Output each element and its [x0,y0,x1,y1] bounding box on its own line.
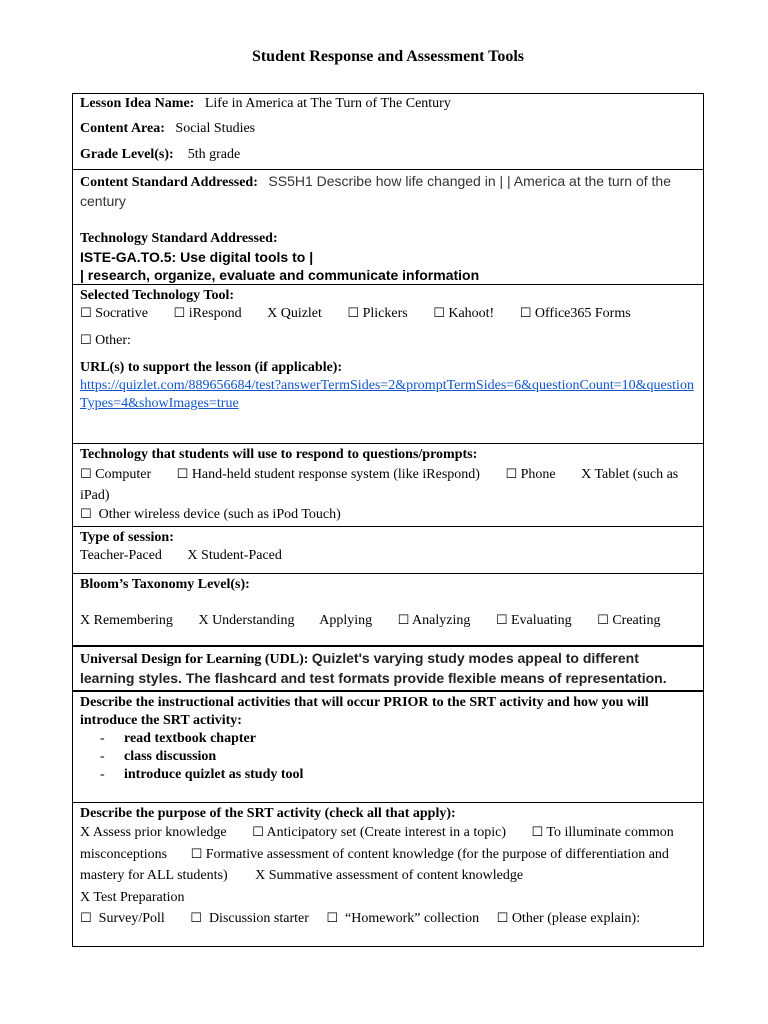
prior-activities-section [73,690,703,802]
selected-tool-label: Selected Technology Tool: [80,288,235,303]
lesson-name-row [80,95,696,113]
selected-tool-section [73,284,703,443]
content-standard-value: SS5H1 Describe how life changed in | | America at the turn of the century [80,173,671,209]
checkbox-icon[interactable]: ☐ [190,911,202,926]
checkbox-icon[interactable]: ☐ [495,613,508,628]
checkbox-icon[interactable]: ☐ [252,825,264,840]
session-type-section [73,526,703,573]
purpose-option-other[interactable]: ☐ Other (please explain): [496,911,641,926]
tool-option-quizlet[interactable]: X Quizlet [267,306,322,321]
checkbox-icon[interactable]: ☐ [505,467,518,482]
check-mark[interactable]: X [80,613,91,628]
purpose-option-discussion[interactable]: ☐ Discussion starter [190,911,309,926]
response-technology-section [73,443,703,526]
document-title: Student Response and Assessment Tools [251,48,525,65]
checkbox-icon[interactable]: ☐ [190,846,203,862]
purpose-section [73,802,703,946]
grade-level-label: Grade Level(s): [80,147,174,162]
lesson-name-label: Lesson Idea Name: [80,96,195,111]
quizlet-url-link[interactable]: https://quizlet.com/889656684/test?answerTermSides=2&promptTermSides=6&questionCount=10&questionTypes=4&showImages=true [80,378,694,411]
prior-activities-list [80,730,696,784]
bloom-option-evaluating[interactable]: ☐ Evaluating [495,613,572,628]
list-item: - introduce quizlet as study tool [100,766,696,784]
response-option-computer[interactable]: ☐ Computer [80,467,152,482]
grade-level-row [80,146,696,164]
bloom-option-creating[interactable]: ☐ Creating [597,613,661,628]
checkbox-icon[interactable]: ☐ [397,613,410,628]
bloom-option-remembering[interactable]: X Remembering [80,613,173,628]
tool-option-socrative[interactable]: ☐ Socrative [80,306,149,321]
purpose-option-test-prep[interactable]: X Test Preparation [80,889,185,905]
purpose-option-survey[interactable]: ☐ Survey/Poll [80,911,165,926]
content-area-value: Social Studies [175,121,256,136]
prior-activities-label: Describe the instructional activities that will occur PRIOR to the SRT activity and how you will introduce the SRT activity: [80,695,649,728]
bloom-option-understanding[interactable]: X Understanding [198,613,295,628]
content-standard-label: Content Standard Addressed: [80,175,258,190]
response-option-tablet[interactable]: X Tablet (such as iPad) [80,467,679,503]
purpose-label: Describe the purpose of the SRT activity (check all that apply): [80,806,456,821]
blooms-options [80,612,696,630]
checkbox-icon[interactable]: ☐ [597,613,609,628]
checkbox-icon[interactable]: ☐ [173,306,186,321]
purpose-option-misconceptions[interactable]: ☐ To illuminate common misconceptions [80,825,674,862]
check-mark[interactable]: X [198,613,209,628]
session-type-label: Type of session: [80,530,174,545]
tech-standard-label: Technology Standard Addressed: [80,231,278,246]
bloom-option-applying[interactable]: Applying [319,613,373,628]
udl-value: Quizlet's varying study modes appeal to different learning styles. The flashcard and test formats provide flexible means of representation. [80,650,667,686]
tech-standard-line2: | research, organize, evaluate and communicate information [80,267,480,283]
checkbox-icon[interactable]: ☐ [519,306,532,321]
udl-label: Universal Design for Learning (UDL): [80,652,309,667]
checkbox-icon[interactable]: ☐ [176,467,189,482]
check-mark[interactable]: X [255,868,266,883]
blooms-label: Bloom’s Taxonomy Level(s): [80,577,250,592]
response-technology-label: Technology that students will use to respond to questions/prompts: [80,447,478,462]
session-option-teacher-paced[interactable]: Teacher-Paced [80,548,162,563]
srt-form [72,93,704,947]
content-area-row [80,120,696,138]
udl-section [73,645,703,690]
checkbox-icon[interactable]: ☐ [80,911,92,926]
checkbox-icon[interactable]: ☐ [433,306,445,321]
tech-standard-line1: ISTE-GA.TO.5: Use digital tools to | [80,249,314,265]
check-mark[interactable]: X [581,467,592,482]
purpose-option-prior-knowledge[interactable]: X Assess prior knowledge [80,825,227,840]
checkbox-icon[interactable]: ☐ [326,911,339,926]
url-label: URL(s) to support the lesson (if applicable): [80,360,343,375]
tool-option-irespond[interactable]: ☐ iRespond [173,306,242,321]
check-mark[interactable]: X [80,889,91,905]
checkbox-icon[interactable]: ☐ [80,306,92,321]
checkbox-icon[interactable]: ☐ [496,911,509,926]
checkbox-icon[interactable]: ☐ [531,825,544,840]
check-mark[interactable]: X [80,825,91,840]
response-option-other-wireless[interactable]: ☐ Other wireless device (such as iPod Touch) [80,507,341,522]
response-option-handheld[interactable]: ☐ Hand-held student response system (like iRespond) [176,467,480,482]
response-options [80,464,696,506]
check-mark[interactable]: X [187,548,198,563]
list-item: - class discussion [100,748,696,766]
purpose-row-last [80,908,696,930]
check-mark[interactable]: X [267,306,278,321]
lesson-info-section [73,94,703,169]
checkbox-icon[interactable]: ☐ [80,507,92,522]
session-options [80,547,696,565]
tool-option-office365[interactable]: ☐ Office365 Forms [519,306,631,321]
checkbox-icon[interactable]: ☐ [347,306,360,321]
purpose-option-anticipatory-set[interactable]: ☐ Anticipatory set (Create interest in a topic) [252,825,506,840]
blooms-section [73,573,703,645]
bloom-option-analyzing[interactable]: ☐ Analyzing [397,613,471,628]
standards-section [73,169,703,284]
purpose-option-summative[interactable]: X Summative assessment of content knowledge [255,868,524,883]
session-option-student-paced[interactable]: X Student-Paced [187,548,282,563]
checkbox-icon[interactable]: ☐ [80,467,92,482]
checkbox-icon[interactable]: ☐ [80,333,92,348]
purpose-option-homework[interactable]: ☐ “Homework” collection [326,911,480,926]
tool-option-kahoot[interactable]: ☐ Kahoot! [433,306,495,321]
tool-option-plickers[interactable]: ☐ Plickers [347,306,408,321]
list-item: - read textbook chapter [100,730,696,748]
grade-level-value: 5th grade [187,147,241,162]
purpose-options [80,822,696,930]
content-standard-row [80,172,696,212]
tool-option-other[interactable]: ☐ Other: [80,333,131,348]
response-option-phone[interactable]: ☐ Phone [505,467,556,482]
content-area-label: Content Area: [80,121,165,136]
tool-options [80,305,696,323]
purpose-option-formative[interactable]: ☐ Formative assessment of content knowledge (for the purpose of differentiation and mastery for ALL students) [80,846,669,883]
lesson-name-value: Life in America at The Turn of The Century [204,96,451,111]
